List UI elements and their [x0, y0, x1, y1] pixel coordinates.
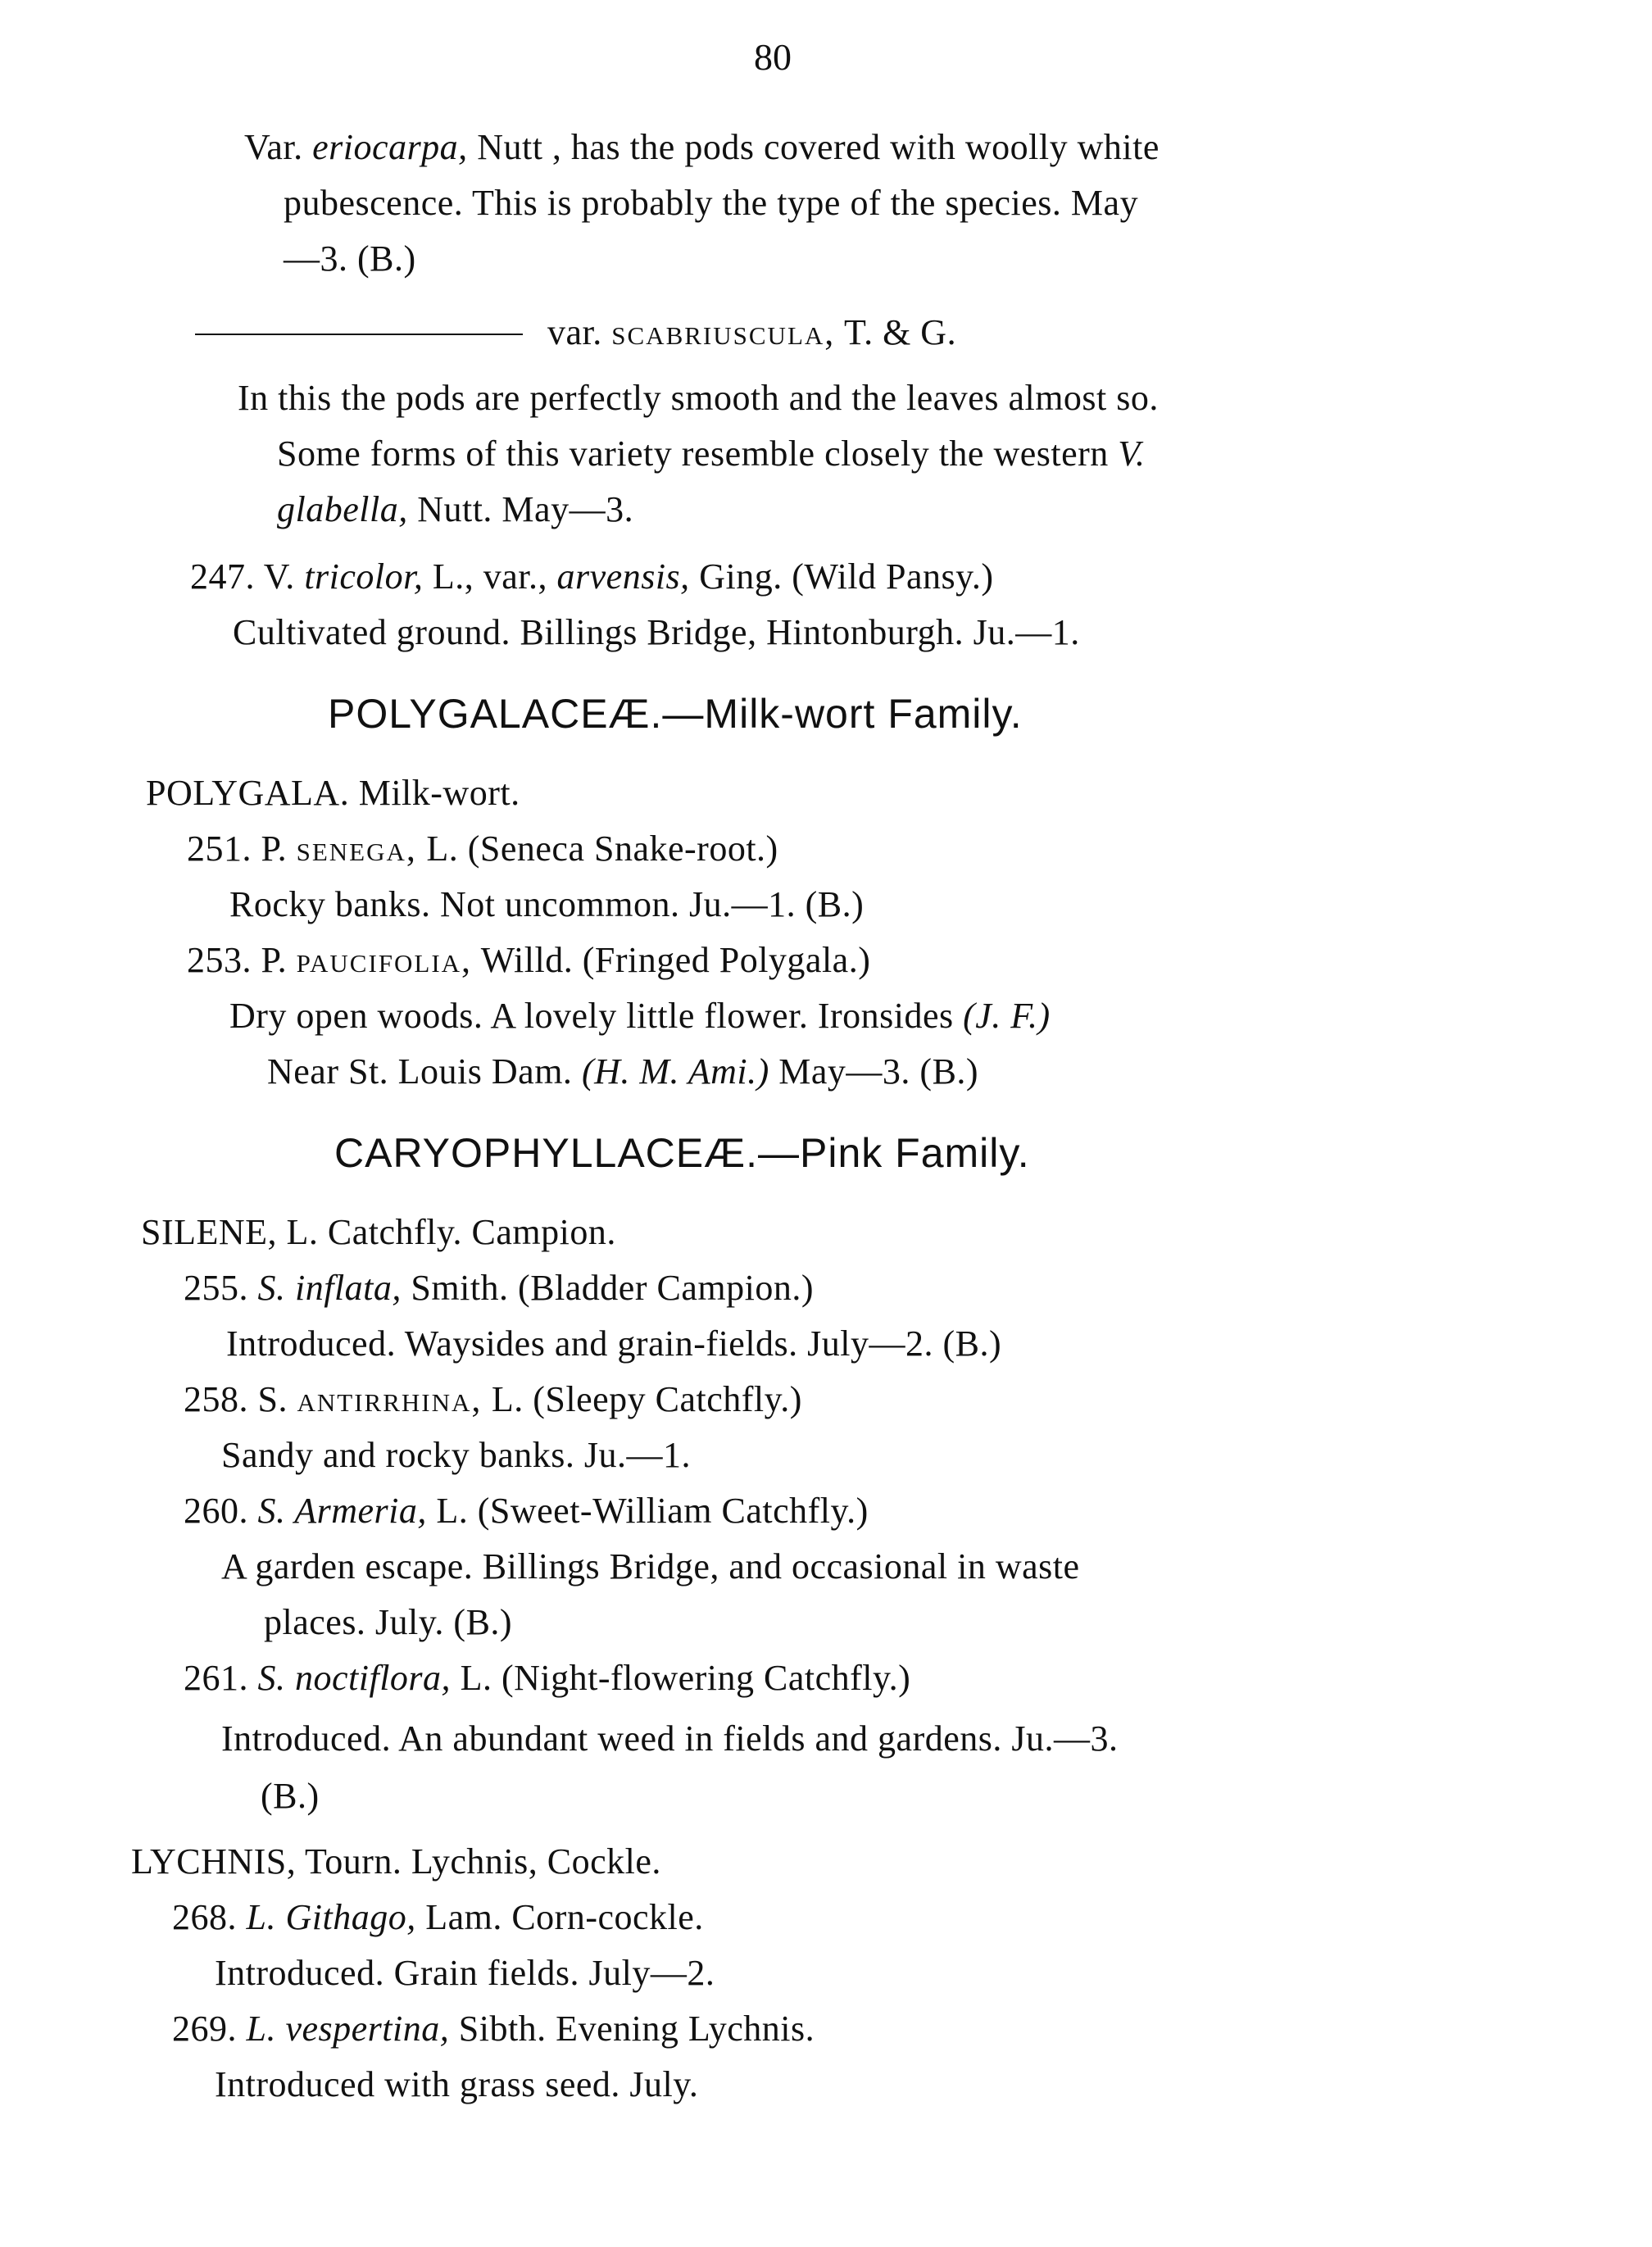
text-line: Introduced. An abundant weed in fields and gardens. Ju.—3. — [221, 1718, 1119, 1759]
text-line: Some forms of this variety resemble closely the western V. — [277, 434, 1146, 474]
species-entry: 251. P. senega, L. (Seneca Snake-root.) — [187, 828, 778, 869]
species-entry: 269. L. vespertina, Sibth. Evening Lychnis. — [172, 2009, 815, 2049]
species-entry: 258. S. antirrhina, L. (Sleepy Catchfly.) — [184, 1379, 802, 1419]
text-line: Sandy and rocky banks. Ju.—1. — [221, 1435, 691, 1475]
text-line: Introduced. Waysides and grain-fields. July—2. (B.) — [226, 1323, 1002, 1364]
text-line: A garden escape. Billings Bridge, and occasional in waste — [221, 1546, 1080, 1587]
text-line: places. July. (B.) — [264, 1602, 513, 1642]
text-line: Rocky banks. Not uncommon. Ju.—1. (B.) — [229, 884, 865, 924]
ditto-rule — [195, 334, 523, 335]
species-entry: 247. V. tricolor, L., var., arvensis, Ging. (Wild Pansy.) — [190, 556, 994, 597]
species-entry: 261. S. noctiflora, L. (Night-flowering Catchfly.) — [184, 1658, 911, 1698]
species-entry: 255. S. inflata, Smith. (Bladder Campion.) — [184, 1268, 814, 1308]
text-line: Var. eriocarpa, Nutt , has the pods covered with woolly white — [244, 127, 1160, 167]
page-number: 80 — [754, 36, 792, 78]
text-line: pubescence. This is probably the type of the species. May — [284, 183, 1139, 223]
text-line: In this the pods are perfectly smooth and the leaves almost so. — [238, 378, 1159, 418]
genus-line: POLYGALA. Milk-wort. — [146, 773, 520, 813]
text-line: glabella, Nutt. May—3. — [277, 489, 634, 529]
text-line: Near St. Louis Dam. (H. M. Ami.) May—3. (B.) — [267, 1051, 979, 1092]
species-entry: 253. P. paucifolia, Willd. (Fringed Polygala.) — [187, 940, 871, 980]
species-entry: 260. S. Armeria, L. (Sweet-William Catchfly.) — [184, 1491, 869, 1531]
text-line: —3. (B.) — [284, 238, 416, 279]
genus-line: SILENE, L. Catchfly. Campion. — [141, 1212, 616, 1252]
species-entry: 268. L. Githago, Lam. Corn-cockle. — [172, 1897, 704, 1937]
text-line: (B.) — [261, 1776, 320, 1816]
text-line: var. scabriuscula, T. & G. — [547, 312, 957, 352]
text-line: Cultivated ground. Billings Bridge, Hintonburgh. Ju.—1. — [233, 612, 1080, 652]
text-line: Dry open woods. A lovely little flower. Ironsides (J. F.) — [229, 996, 1051, 1036]
text-line: Introduced with grass seed. July. — [215, 2064, 699, 2104]
family-heading: POLYGALACEÆ.—Milk-wort Family. — [328, 691, 1023, 737]
family-heading: CARYOPHYLLACEÆ.—Pink Family. — [334, 1130, 1030, 1176]
genus-line: LYCHNIS, Tourn. Lychnis, Cockle. — [131, 1841, 661, 1882]
text-line: Introduced. Grain fields. July—2. — [215, 1953, 715, 1993]
